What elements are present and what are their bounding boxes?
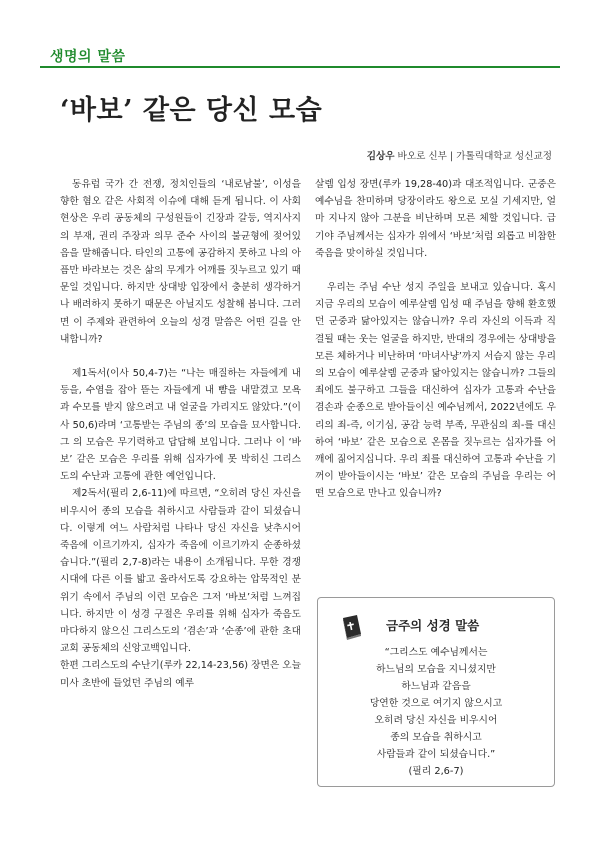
verse-line: 종의 모습을 취하시고: [390, 732, 482, 743]
verse-reference: (필리 2,6-7): [408, 766, 464, 777]
author-name: 김상우: [366, 151, 395, 162]
paragraph: 살렘 입성 장면(루카 19,28-40)과 대조적입니다. 군중은 예수님을 찬미하며 당장이라도 왕으로 모실 기세지만, 얼마 지나지 않아 그분을 비난하며 모른 체할 것입니다. 급기야 주님께서는 십자가 위에서 ‘바보’처럼 외롭고 비참한 죽음을 맞이하실 것입니다.: [315, 179, 556, 259]
verse-line: 오히려 당신 자신을 비우시어: [374, 715, 498, 726]
right-column: [315, 176, 556, 503]
paragraph: 동유럽 국가 간 전쟁, 정치인들의 ‘내로남불’, 이성을 향한 혐오 같은 사회적 이슈에 대해 듣게 됩니다. 이 사회현상은 우리 공동체의 구성원들이 긴장과 갈등, 역지사지의 부재, 권리 주장과 의무 준수 사이의 불균형에 젖어있음을 말해줍니다. 타인의 고통에 공감하지 못하고 나의 아픔만 바라보는 것은 삶의 무게가 어깨를 짓누르고 있기 때문일 것입니다. 하지만 상대방 입장에서 충분히 생각하거나 배려하지 못하기 때문은 아닐지도 성찰해 봅니다. 그러면 이 주제와 관련하여 오늘의 성경 말씀은 어떤 길을 안내합니까?: [60, 179, 301, 345]
header-divider: [40, 66, 560, 68]
left-column: [60, 176, 301, 692]
bible-icon: [340, 614, 364, 640]
verse-line: 당연한 것으로 여기지 않으시고: [369, 698, 503, 709]
verse-heading: 금주의 성경 말씀: [386, 618, 480, 633]
paragraph: 제1독서(이사 50,4-7)는 “나는 매질하는 자들에게 내 등을, 수염을 잡아 뜯는 자들에게 내 뺨을 내맡겼고 모욕과 수모를 받지 않으려고 내 얼굴을 가리지도 않았다.”(이사 50,6)라며 ‘고통받는 주님의 종’의 모습을 묘사합니다. 그 의 모습은 무기력하고 답답해 보입니다. 그러나 이 ‘바보’ 같은 모습은 우리를 위해 십자가에 못 박히신 그리스도의 수난과 고통에 관한 예언입니다.: [60, 368, 301, 483]
paragraph: 제2독서(필리 2,6-11)에 따르면, “오히려 당신 자신을 비우시어 종의 모습을 취하시고 사람들과 같이 되셨습니다. 이렇게 여느 사람처럼 나타나 당신 자신을 낮추시어 죽음에 이르기까지, 십자가 죽음에 이르기까지 순종하셨습니다.”(필리 2,7-8)라는 내용이 소개됩니다. 무한 경쟁 시대에 다른 이를 밟고 올라서도록 강요하는 압묵적인 분위기 속에서 주님의 이런 모습은 그저 ‘바보’처럼 느껴집니다. 하지만 이 성경 구절은 우리를 위해 십자가 죽음도 마다하지 않으신 그리스도의 ‘겸손’과 ‘순종’에 관한 초대 교회 공동체의 신앙고백입니다.: [60, 488, 301, 655]
verse-line: 하느님과 같음을: [401, 681, 471, 692]
verse-line: “그리스도 예수님께서는: [384, 647, 488, 658]
verse-text: [318, 644, 554, 780]
paragraph: 한편 그리스도의 수난기(루카 22,14-23,56) 장면은 오늘 미사 초반에 들었던 주님의 예루: [60, 660, 302, 689]
weekly-verse-box: [317, 597, 555, 787]
paragraph: 우리는 주님 수난 성지 주일을 보내고 있습니다. 혹시 지금 우리의 모습이 예루살렘 입성 때 주님을 향해 환호했던 군중과 닮아있지는 않습니까? 우리 자신의 이득과 직결될 때는 웃는 얼굴을 하지만, 반대의 경우에는 상대방을 모른 체하거나 비난하며 ‘마녀사냥’까지 서슴지 않는 우리의 모습이 예루살렘 군중과 닮아있지는 않습니까? 그들의 죄에도 불구하고 그들을 대신하여 십자가 고통과 수난을 겸손과 순종으로 받아들이신 예수님께서, 2022년에도 우리의 죄-즉, 이기심, 공감 능력 부족, 무관심의 죄-를 대신하여 ‘바보’ 같은 모습으로 온몸을 짓누르는 십자가를 어깨에 짊어지십니다. 우리 죄를 대신하여 고통과 수난을 기꺼이 받아들이시는 ‘바보’ 같은 모습의 주님을 우리는 어떤 모습으로 만나고 있습니까?: [315, 282, 556, 500]
verse-line: 사람들과 같이 되셨습니다.”: [376, 749, 496, 760]
author-detail: 바오로 신부 | 가톨릭대학교 성신교정: [394, 151, 552, 162]
article-title: ‘바보’ 같은 당신 모습: [60, 95, 323, 126]
verse-line: 하느님의 모습을 지니셨지만: [376, 664, 496, 675]
byline: [367, 148, 552, 162]
section-label: 생명의 말씀: [50, 49, 126, 65]
